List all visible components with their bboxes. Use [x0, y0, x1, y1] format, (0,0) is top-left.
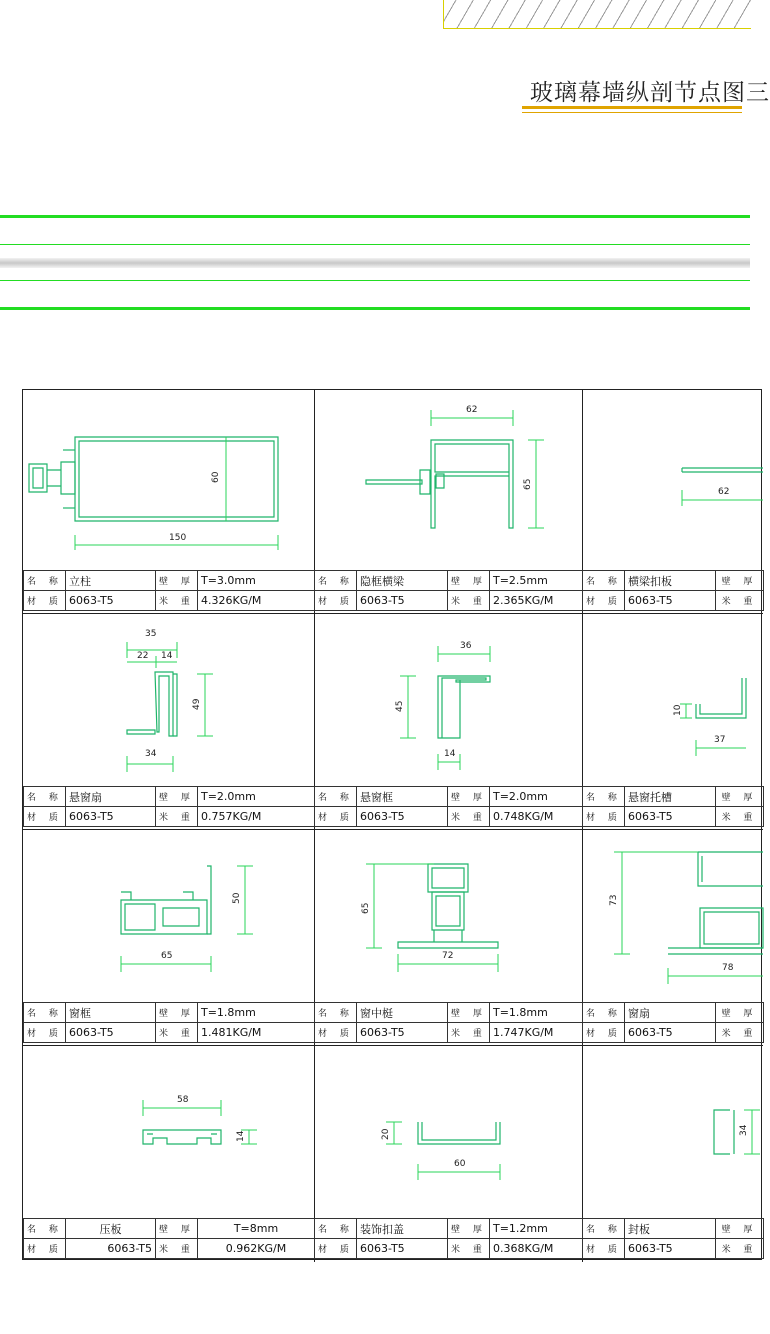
profile-weight: 0.962KG/M: [198, 1239, 315, 1259]
profile-cell: [23, 1045, 315, 1262]
profile-cell: [582, 613, 763, 830]
spec-table: [582, 1218, 764, 1259]
dim-label: 14: [161, 651, 173, 661]
profile-cell: [582, 390, 763, 616]
profile-material: 6063-T5: [625, 1023, 716, 1043]
profile-drawing: [314, 830, 582, 1002]
profile-thickness: T=2.0mm: [198, 787, 315, 807]
label-name: 名 称: [315, 1003, 357, 1023]
green-band-line: [0, 244, 750, 245]
profile-name: 窗中梃: [357, 1003, 448, 1023]
label-wall: 壁 厚: [448, 1003, 490, 1023]
profile-drawing: [582, 390, 763, 570]
spec-table: [314, 786, 583, 827]
profile-material: 6063-T5: [357, 1023, 448, 1043]
profile-weight: 0.368KG/M: [490, 1239, 583, 1259]
profile-thickness: T=8mm: [198, 1219, 315, 1239]
label-material: 材 质: [315, 1239, 357, 1259]
label-material: 材 质: [24, 807, 66, 827]
dim-label: 65: [361, 902, 371, 914]
profile-material: 6063-T5: [357, 807, 448, 827]
spec-table: [582, 1002, 764, 1043]
profile-drawing: [582, 1046, 763, 1218]
dim-label: 36: [460, 641, 472, 651]
profile-catalog-sheet: [22, 389, 762, 1260]
spec-table: [23, 786, 315, 827]
dim-label: 50: [232, 892, 242, 904]
green-band-line: [0, 307, 750, 310]
profile-thickness: T=1.2mm: [490, 1219, 583, 1239]
label-weight: 米 重: [716, 807, 764, 827]
spec-table: [314, 1218, 583, 1259]
profile-cell: [314, 390, 583, 616]
label-material: 材 质: [315, 591, 357, 611]
profile-name: 悬窗托槽: [625, 787, 716, 807]
dim-label: 65: [161, 951, 173, 961]
label-material: 材 质: [315, 1023, 357, 1043]
spec-table: [314, 570, 583, 611]
label-name: 名 称: [583, 787, 625, 807]
dim-label: 35: [145, 629, 157, 639]
profile-drawing: [23, 614, 314, 786]
dim-label: 60: [211, 471, 221, 483]
profile-material: 6063-T5: [66, 591, 156, 611]
label-weight: 米 重: [716, 591, 764, 611]
profile-weight: 0.757KG/M: [198, 807, 315, 827]
label-wall: 壁 厚: [716, 1003, 764, 1023]
label-wall: 壁 厚: [716, 571, 764, 591]
label-wall: 壁 厚: [448, 571, 490, 591]
label-name: 名 称: [315, 1219, 357, 1239]
label-name: 名 称: [24, 787, 66, 807]
title-underline-thin: [522, 112, 742, 113]
label-name: 名 称: [24, 571, 66, 591]
profile-name: 隐框横梁: [357, 571, 448, 591]
profile-material: 6063-T5: [66, 1239, 156, 1259]
profile-drawing: [314, 614, 582, 786]
profile-name: 装饰扣盖: [357, 1219, 448, 1239]
profile-cell: [582, 1045, 763, 1262]
label-material: 材 质: [583, 1239, 625, 1259]
label-wall: 壁 厚: [448, 787, 490, 807]
label-material: 材 质: [583, 1023, 625, 1043]
profile-material: 6063-T5: [625, 591, 716, 611]
dim-label: 45: [395, 700, 405, 712]
profile-drawing: [23, 830, 314, 1002]
spec-table: [23, 1218, 315, 1259]
profile-material: 6063-T5: [625, 807, 716, 827]
profile-material: 6063-T5: [357, 1239, 448, 1259]
dim-label: 10: [673, 704, 683, 716]
label-name: 名 称: [315, 787, 357, 807]
profile-name: 悬窗框: [357, 787, 448, 807]
profile-drawing: [23, 390, 314, 570]
profile-material: 6063-T5: [66, 807, 156, 827]
profile-cell: [23, 613, 315, 830]
spec-table: [582, 570, 764, 611]
label-material: 材 质: [24, 591, 66, 611]
profile-drawing: [23, 1046, 314, 1218]
dim-label: 62: [718, 487, 730, 497]
label-name: 名 称: [315, 571, 357, 591]
label-weight: 米 重: [156, 591, 198, 611]
label-wall: 壁 厚: [716, 1219, 764, 1239]
profile-weight: 2.365KG/M: [490, 591, 583, 611]
dim-label: 22: [137, 651, 149, 661]
profile-cell: [314, 829, 583, 1046]
profile-weight: 0.748KG/M: [490, 807, 583, 827]
green-band-line: [0, 280, 750, 281]
profile-cell: [314, 1045, 583, 1262]
label-weight: 米 重: [716, 1023, 764, 1043]
spec-table: [314, 1002, 583, 1043]
title-underline: [522, 106, 742, 109]
dim-label: 72: [442, 951, 454, 961]
profile-name: 压板: [66, 1219, 156, 1239]
profile-name: 窗扇: [625, 1003, 716, 1023]
drawing-title: 玻璃幕墙纵剖节点图三: [530, 80, 770, 106]
spec-table: [582, 786, 764, 827]
profile-cell: [23, 829, 315, 1046]
label-name: 名 称: [583, 1219, 625, 1239]
label-wall: 壁 厚: [156, 787, 198, 807]
dim-label: 150: [169, 533, 187, 543]
profile-material: 6063-T5: [66, 1023, 156, 1043]
profile-cell: [314, 613, 583, 830]
dim-label: 14: [236, 1130, 246, 1142]
label-weight: 米 重: [156, 807, 198, 827]
label-wall: 壁 厚: [156, 1219, 198, 1239]
label-material: 材 质: [583, 807, 625, 827]
label-material: 材 质: [24, 1239, 66, 1259]
label-weight: 米 重: [156, 1023, 198, 1043]
profile-thickness: T=3.0mm: [198, 571, 315, 591]
profile-weight: 4.326KG/M: [198, 591, 315, 611]
spec-table: [23, 570, 315, 611]
dim-label: 49: [192, 698, 202, 710]
label-weight: 米 重: [448, 1023, 490, 1043]
profile-thickness: T=2.5mm: [490, 571, 583, 591]
dim-label: 34: [145, 749, 157, 759]
label-name: 名 称: [583, 571, 625, 591]
dim-label: 65: [523, 478, 533, 490]
label-material: 材 质: [315, 807, 357, 827]
profile-name: 窗框: [66, 1003, 156, 1023]
label-weight: 米 重: [448, 807, 490, 827]
profile-name: 横梁扣板: [625, 571, 716, 591]
profile-weight: 1.747KG/M: [490, 1023, 583, 1043]
label-material: 材 质: [583, 591, 625, 611]
label-wall: 壁 厚: [716, 787, 764, 807]
spec-table: [23, 1002, 315, 1043]
dim-label: 78: [722, 963, 734, 973]
profile-material: 6063-T5: [625, 1239, 716, 1259]
dim-label: 14: [444, 749, 456, 759]
profile-weight: 1.481KG/M: [198, 1023, 315, 1043]
profile-thickness: T=2.0mm: [490, 787, 583, 807]
dim-label: 34: [739, 1124, 749, 1136]
section-hatch-pattern: [443, 0, 751, 29]
dim-label: 58: [177, 1095, 189, 1105]
page-divider: [0, 258, 750, 268]
label-weight: 米 重: [448, 1239, 490, 1259]
label-weight: 米 重: [716, 1239, 764, 1259]
profile-thickness: T=1.8mm: [490, 1003, 583, 1023]
dim-label: 37: [714, 735, 726, 745]
profile-drawing: [582, 614, 763, 786]
profile-name: 立柱: [66, 571, 156, 591]
label-wall: 壁 厚: [156, 1003, 198, 1023]
label-name: 名 称: [583, 1003, 625, 1023]
profile-cell: [582, 829, 763, 1046]
dim-label: 60: [454, 1159, 466, 1169]
label-name: 名 称: [24, 1219, 66, 1239]
profile-thickness: T=1.8mm: [198, 1003, 315, 1023]
profile-drawing: [314, 390, 582, 570]
dim-label: 20: [381, 1128, 391, 1140]
label-wall: 壁 厚: [156, 571, 198, 591]
label-name: 名 称: [24, 1003, 66, 1023]
label-weight: 米 重: [156, 1239, 198, 1259]
profile-material: 6063-T5: [357, 591, 448, 611]
profile-drawing: [314, 1046, 582, 1218]
label-wall: 壁 厚: [448, 1219, 490, 1239]
profile-drawing: [582, 830, 763, 1002]
dim-label: 73: [609, 894, 619, 906]
label-material: 材 质: [24, 1023, 66, 1043]
profile-cell: [23, 390, 315, 616]
dim-label: 62: [466, 405, 478, 415]
green-band-line: [0, 215, 750, 218]
label-weight: 米 重: [448, 591, 490, 611]
profile-name: 封板: [625, 1219, 716, 1239]
profile-name: 悬窗扇: [66, 787, 156, 807]
